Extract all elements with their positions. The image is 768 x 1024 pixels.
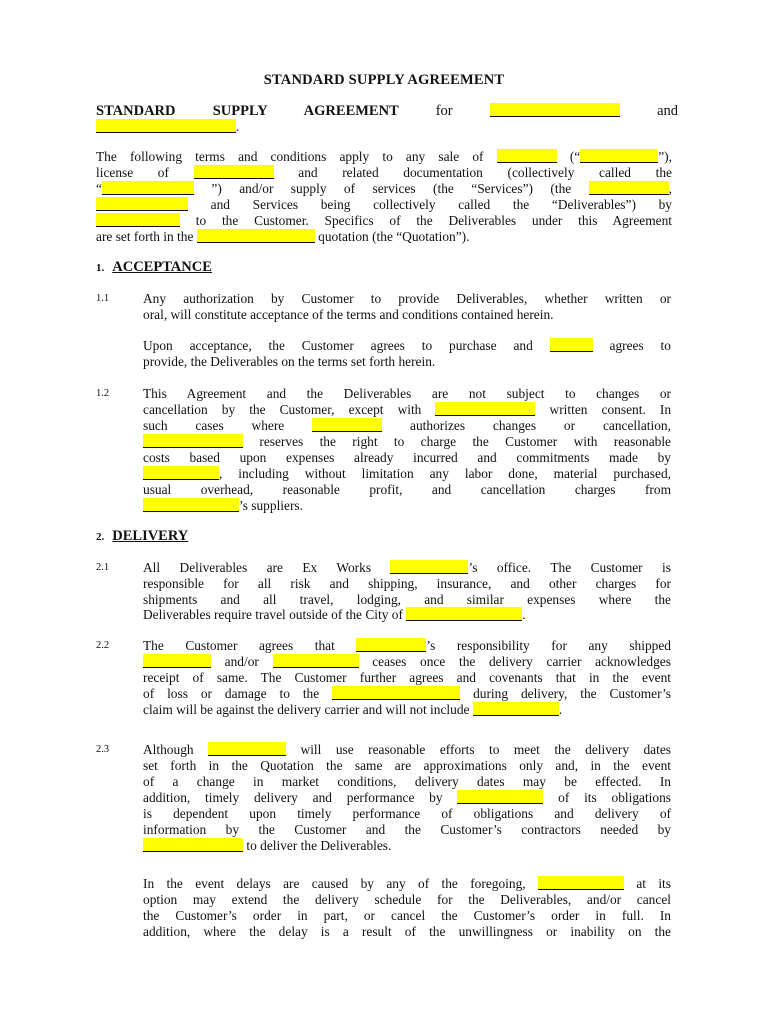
blank-field[interactable] — [550, 338, 593, 352]
para1-line: license of and related documentation (collectively called the — [96, 165, 672, 180]
clause-line: the Customer’s order in part, or cancel the Customer’s order in full. In — [143, 908, 671, 923]
para1-line: to the Customer. Specifics of the Deliverables under this Agreement — [96, 213, 672, 229]
para1-line: “ ”) and/or supply of services (the “Services”) (the , — [96, 181, 672, 196]
document-title: STANDARD SUPPLY AGREEMENT — [263, 72, 505, 88]
blank-field[interactable] — [490, 103, 620, 117]
blank-field[interactable] — [589, 181, 669, 195]
section-heading-acceptance: 1. ACCEPTANCE — [96, 259, 212, 275]
para1-line: and Services being collectively called the “Deliverables”) by — [96, 197, 672, 213]
blank-field[interactable] — [102, 181, 194, 195]
blank-field[interactable] — [143, 466, 219, 480]
clause-number: 1.2 — [96, 388, 110, 399]
clause-line: cancellation by the Customer, except with written consent. In — [143, 402, 672, 417]
clause-line: reserves the right to charge the Customer with reasonable — [143, 434, 671, 450]
clause-line: claim will be against the delivery carrier and will not include . — [143, 702, 563, 717]
clause-number: 2.3 — [96, 744, 110, 755]
clause-line: The Customer agrees that ’s responsibility for any shipped — [143, 638, 671, 653]
clause-line: Upon acceptance, the Customer agrees to purchase and agrees to — [143, 338, 671, 353]
clause-line: provide, the Deliverables on the terms set forth herein. — [143, 354, 436, 369]
clause-line: to deliver the Deliverables. — [143, 838, 391, 854]
blank-field[interactable] — [96, 213, 180, 227]
blank-field[interactable] — [143, 498, 239, 512]
clause-line: Although will use reasonable efforts to meet the delivery dates — [143, 742, 671, 757]
blank-field[interactable] — [143, 654, 211, 668]
clause-line: Deliverables require travel outside of the City of . — [143, 607, 526, 622]
intro-line: STANDARD SUPPLY AGREEMENT for and — [96, 103, 678, 119]
clause-line: oral, will constitute acceptance of the terms and conditions contained herein. — [143, 307, 554, 322]
intro-line-2: . — [96, 119, 239, 135]
clause-line: addition, where the delay is a result of the unwillingness or inability on the — [143, 924, 671, 939]
blank-field[interactable] — [356, 638, 426, 652]
blank-field[interactable] — [580, 149, 658, 163]
blank-field[interactable] — [406, 607, 522, 621]
clause-line: such cases where authorizes changes or cancellation, — [143, 418, 671, 433]
blank-field[interactable] — [390, 560, 468, 574]
para1-line: The following terms and conditions apply to any sale of (“ ”), — [96, 149, 672, 164]
blank-field[interactable] — [194, 165, 274, 179]
para1-line: are set forth in the quotation (the “Quotation”). — [96, 229, 470, 244]
blank-field[interactable] — [473, 702, 559, 716]
section-heading-delivery: 2. DELIVERY — [96, 528, 189, 544]
clause-line: Any authorization by Customer to provide Deliverables, whether written or — [143, 291, 671, 306]
clause-line: , including without limitation any labor done, material purchased, — [143, 466, 671, 482]
clause-number: 2.1 — [96, 562, 110, 573]
blank-field[interactable] — [332, 686, 460, 700]
clause-line: costs based upon expenses already incurred and commitments made by — [143, 450, 671, 465]
clause-line: ’s suppliers. — [143, 498, 303, 514]
blank-field[interactable] — [96, 197, 188, 211]
blank-field[interactable] — [197, 229, 315, 243]
blank-field[interactable] — [312, 418, 382, 432]
clause-line: All Deliverables are Ex Works ’s office. The Customer is — [143, 560, 671, 575]
blank-field[interactable] — [273, 654, 359, 668]
blank-field[interactable] — [208, 742, 286, 756]
blank-field[interactable] — [96, 119, 236, 133]
clause-line: set forth in the Quotation the same are approximations only and, in the event — [143, 758, 671, 773]
clause-line: In the event delays are caused by any of the foregoing, at its — [143, 876, 671, 891]
blank-field[interactable] — [143, 838, 243, 852]
clause-line: usual overhead, reasonable profit, and cancellation charges from — [143, 482, 671, 497]
clause-line: This Agreement and the Deliverables are not subject to changes or — [143, 386, 671, 401]
blank-field[interactable] — [497, 149, 557, 163]
clause-number: 1.1 — [96, 293, 110, 304]
clause-line: of a change in market conditions, delivery dates may be effected. In — [143, 774, 671, 789]
clause-line: responsible for all risk and shipping, insurance, and other charges for — [143, 576, 671, 591]
blank-field[interactable] — [143, 434, 243, 448]
blank-field[interactable] — [435, 402, 535, 416]
clause-line: is dependent upon timely performance of obligations and delivery of — [143, 806, 671, 821]
clause-line: information by the Customer and the Customer’s contractors needed by — [143, 822, 671, 837]
clause-line: receipt of same. The Customer further agrees and covenants that in the event — [143, 670, 671, 685]
clause-line: shipments and all travel, lodging, and similar expenses where the — [143, 592, 671, 607]
blank-field[interactable] — [538, 876, 624, 890]
blank-field[interactable] — [457, 790, 543, 804]
clause-line: of loss or damage to the during delivery, the Customer’s — [143, 686, 672, 701]
clause-line: option may extend the delivery schedule for the Deliverables, and/or cancel — [143, 892, 671, 907]
clause-number: 2.2 — [96, 640, 110, 651]
clause-line: and/or ceases once the delivery carrier acknowledges — [143, 654, 671, 670]
clause-line: addition, timely delivery and performance by of its obligations — [143, 790, 672, 805]
